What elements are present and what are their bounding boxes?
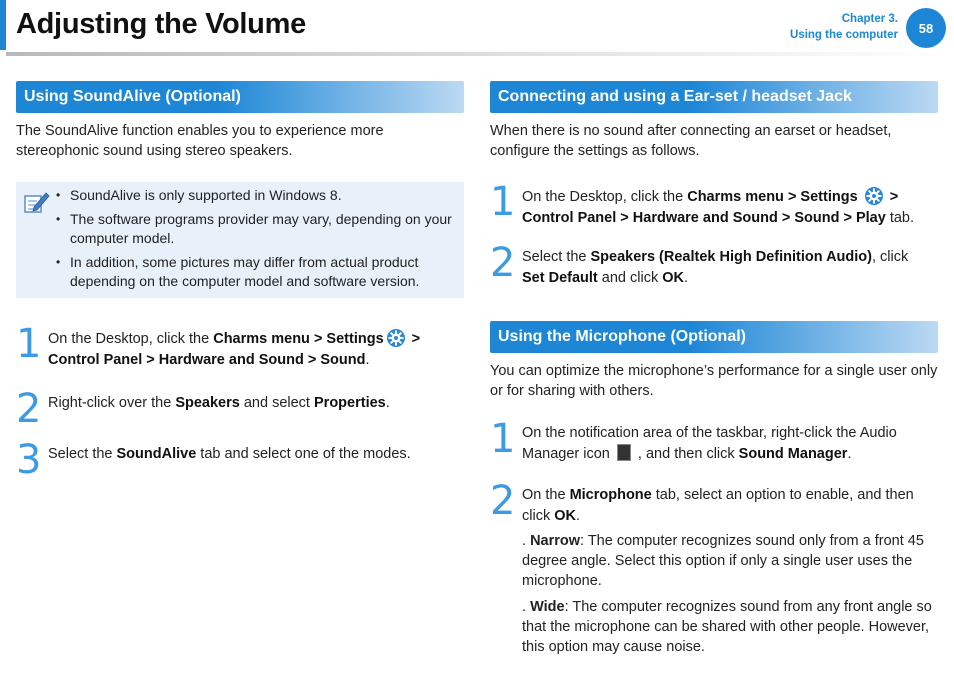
step-text: On the notification area of the taskbar, right-click the Audio Manager icon , and then click Sound Manager. [522, 425, 897, 462]
option-wide: . Wide: The computer recognizes sound from any front angle so that the microphone can be shared with other people. However, this option may cause noise. [522, 599, 932, 655]
speaker-icon [617, 444, 631, 461]
step-text: Select the SoundAlive tab and select one of the modes. [48, 446, 411, 462]
step-number: 2 [490, 240, 516, 286]
earset-intro: When there is no sound after connecting an earset or headset, configure the settings as follows. [490, 123, 892, 159]
step-number: 1 [490, 416, 516, 462]
gear-icon [864, 186, 884, 206]
step-number: 3 [16, 437, 42, 483]
header-accent-bar [0, 0, 6, 50]
chapter-number: Chapter 3. [841, 13, 898, 25]
note-pencil-icon [22, 188, 50, 216]
note-item: • The software programs provider may vary, depending on your computer model. [56, 210, 452, 248]
option-narrow: . Narrow: The computer recognizes sound only from a front 45 degree angle. Select this option if only a single user uses the microphone. [522, 533, 924, 589]
step-text: Select the Speakers (Realtek High Definition Audio), click Set Default and click OK. [522, 249, 909, 286]
step-number: 1 [490, 179, 516, 225]
header-divider [6, 52, 948, 56]
step-number: 1 [16, 321, 42, 367]
gear-icon [386, 328, 406, 348]
soundalive-intro: The SoundAlive function enables you to experience more stereophonic sound using stereo speakers. [16, 123, 384, 159]
section-heading-earset: Connecting and using a Ear-set / headset Jack [490, 81, 938, 113]
note-box [16, 182, 464, 298]
section-heading-microphone: Using the Microphone (Optional) [490, 321, 938, 353]
step-text: Right-click over the Speakers and select Properties. [48, 395, 390, 411]
section-heading-soundalive: Using SoundAlive (Optional) [16, 81, 464, 113]
step-text: On the Desktop, click the Charms menu > Settings > Control Panel > Hardware and Sound > Sound > Play tab. [522, 186, 938, 229]
note-list [56, 186, 452, 296]
soundalive-step-2 [16, 386, 456, 433]
chapter-title: Using the computer [790, 29, 898, 41]
earset-step-2 [490, 240, 938, 292]
soundalive-step-3 [16, 437, 456, 484]
microphone-step-1 [490, 416, 938, 468]
step-text: On the Desktop, click the Charms menu > Settings > Control Panel > Hardware and Sound > Sound. [48, 328, 448, 371]
microphone-step-2 [490, 478, 938, 530]
chapter-label [790, 11, 898, 43]
soundalive-step-1 [16, 321, 456, 378]
step-text: On the Microphone tab, select an option to enable, and then click OK. [522, 487, 914, 524]
earset-step-1 [490, 179, 938, 236]
note-item: • SoundAlive is only supported in Windows 8. [56, 186, 452, 205]
page-number-badge: 58 [906, 8, 946, 48]
page-title: Adjusting the Volume [16, 8, 306, 40]
microphone-intro: You can optimize the microphone’s performance for a single user only or for sharing with others. [490, 363, 938, 399]
step-number: 2 [490, 478, 516, 524]
note-item: • In addition, some pictures may differ from actual product depending on the computer model and software version. [56, 253, 452, 291]
step-number: 2 [16, 386, 42, 432]
